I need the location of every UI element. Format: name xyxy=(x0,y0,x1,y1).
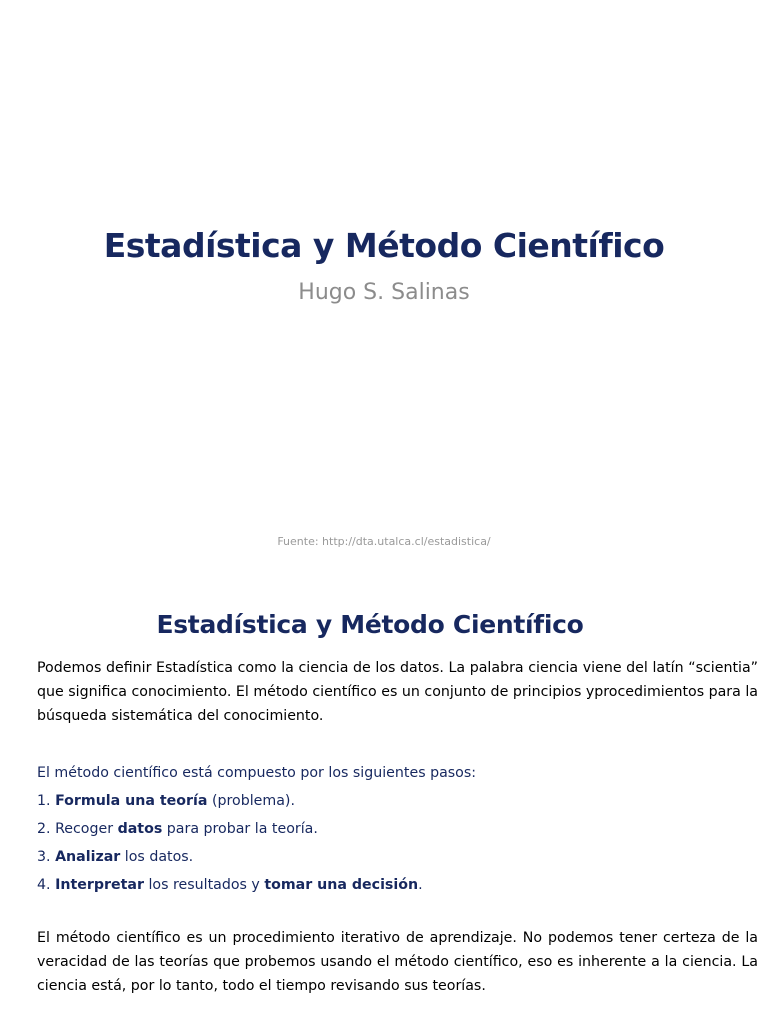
step-item xyxy=(37,843,758,871)
step-number: 1. xyxy=(37,793,51,809)
step-text-bold: Analizar xyxy=(55,849,121,865)
step-text: para probar la teoría. xyxy=(162,821,318,837)
source-note: Fuente: http://dta.utalca.cl/estadistica/ xyxy=(277,535,491,548)
steps-intro: El método científico está compuesto por los siguientes pasos: xyxy=(37,765,477,781)
step-item xyxy=(37,787,758,815)
step-number: 3. xyxy=(37,849,51,865)
step-text-bold: Interpretar xyxy=(55,877,144,893)
steps-list xyxy=(37,759,758,899)
definition-paragraph: Podemos definir Estadística como la ciencia de los datos. La palabra ciencia viene del latín “scientia” que significa conocimiento. El método científico es un conjunto de principios yprocedimientos para la búsqueda sistemática del conocimiento. xyxy=(37,660,758,724)
step-text: los datos. xyxy=(120,849,194,865)
step-text-bold: Formula una teoría xyxy=(55,793,208,809)
step-number: 4. xyxy=(37,877,51,893)
slide-author: Hugo S. Salinas xyxy=(298,280,470,305)
content-slide xyxy=(0,576,768,1024)
step-text: (problema). xyxy=(207,793,295,809)
step-text: los resultados y xyxy=(143,877,265,893)
step-text: Recoger xyxy=(55,821,118,837)
step-text-bold: datos xyxy=(117,821,163,837)
step-item xyxy=(37,871,758,899)
step-item xyxy=(37,815,758,843)
step-text-bold: tomar una decisión xyxy=(264,877,419,893)
step-text: . xyxy=(418,877,423,893)
step-number: 2. xyxy=(37,821,51,837)
slide-title: Estadística y Método Científico xyxy=(103,226,665,265)
iterative-paragraph: El método científico es un procedimiento iterativo de aprendizaje. No podemos tener certeza de la veracidad de las teorías que probemos usando el método científico, eso es inherente a la ciencia. La ciencia está, por lo tanto, todo el tiempo revisando sus teorías. xyxy=(37,930,758,994)
content-title: Estadística y Método Científico xyxy=(156,610,584,639)
